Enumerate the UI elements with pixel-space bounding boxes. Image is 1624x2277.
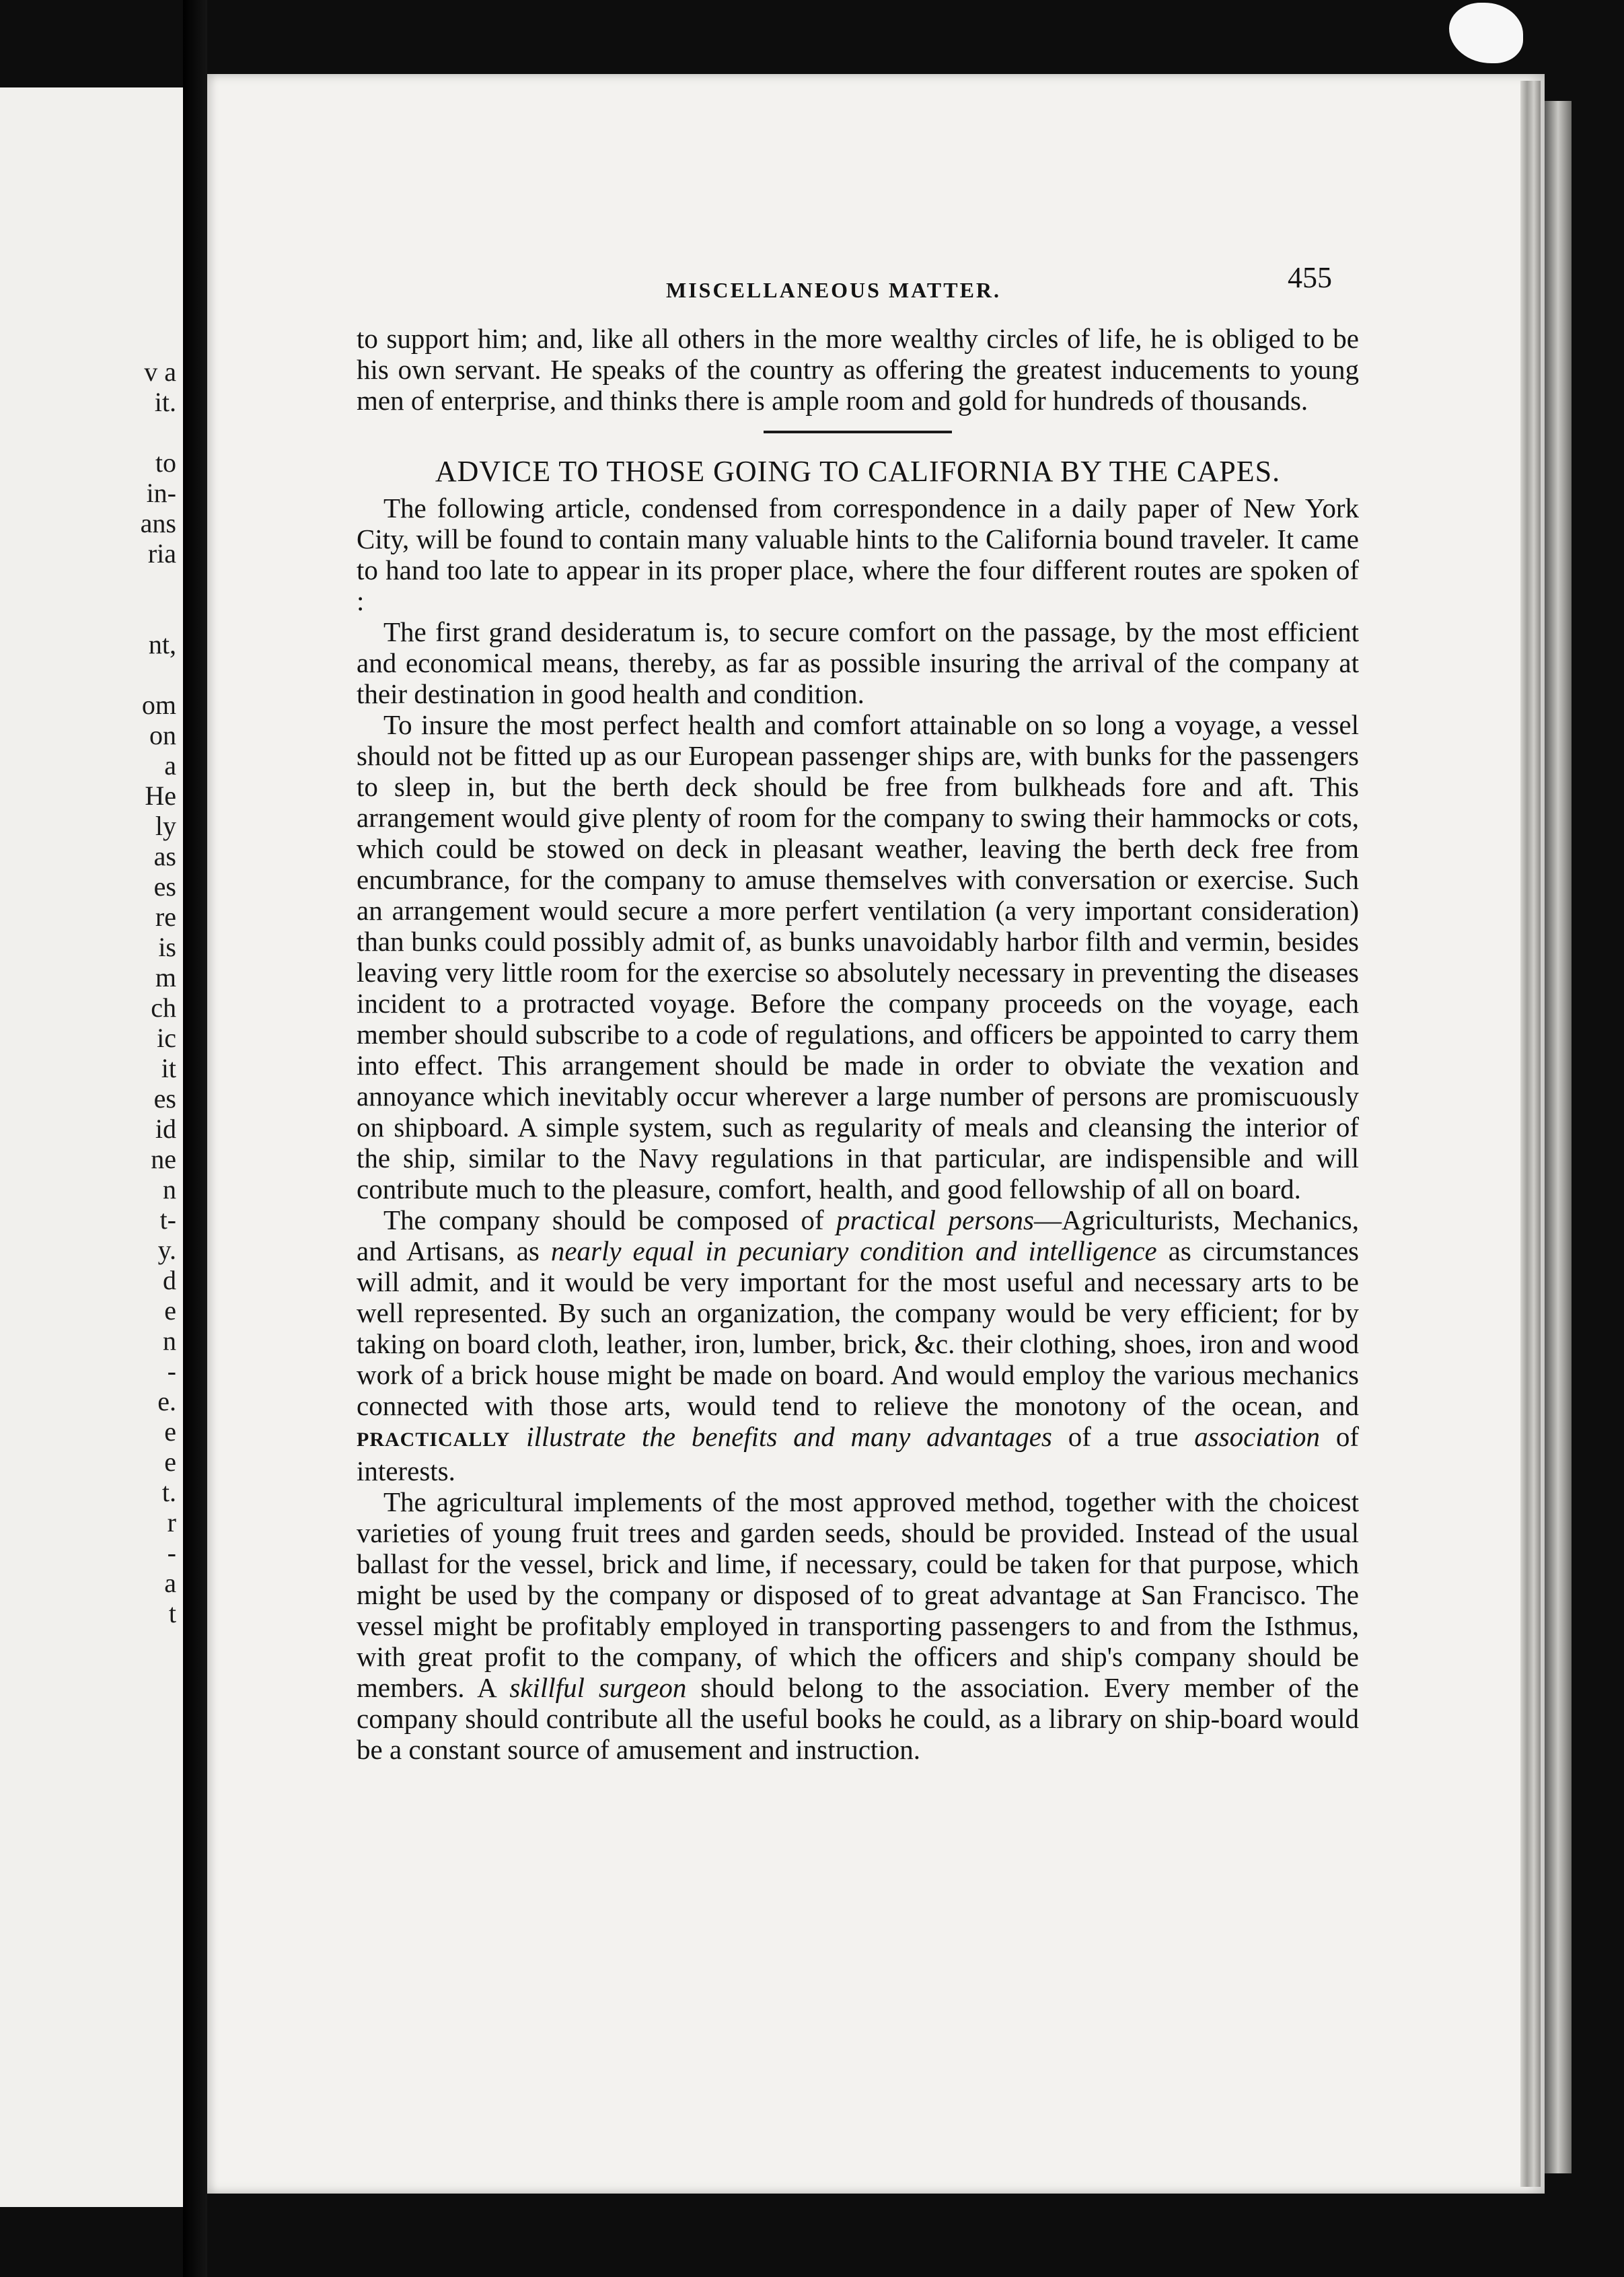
left-fragment-line: e. — [157, 1386, 176, 1416]
left-fragment-line: t. — [161, 1477, 176, 1507]
book-edge-shadow — [1545, 101, 1572, 2173]
left-fragment-line: es — [153, 871, 176, 902]
left-fragment-line: on — [149, 720, 176, 750]
left-fragment-line: e — [164, 1295, 176, 1326]
text-run: as circumstances will admit, and it would be very important for the most useful and necessary arts to be well represented. By such an organization, the company would be very efficient; for by taking on board cloth, leather, iron, lumber, brick, &c. their clothing, shoes, iron and wood work of a brick house might be made on board. And would employ the various mechanics connected with those arts, would tend to relieve the monotony of the ocean, and — [357, 1235, 1359, 1421]
article-paragraph-3: To insure the most perfect health and comfort attainable on so long a voyage, a vessel should not be fitted up as our European passenger ships are, with bunks for the passengers to sleep in, but the berth deck should be free from bulkheads fore and aft. This arrangement would give plenty of room for the company to swing their hammocks or cots, which could be stowed on deck in pleasant weather, leaving the berth deck free from encumbrance, for the company to amuse themselves with conversation or exercise. Such an arrangement would secure a more perfert ventilation (a very important consideration) than bunks could possibly admit of, as bunks unavoidably harbor filth and vermin, besides leaving very little room for the exercise so absolutely necessary in preventing the diseases incident to a protracted voyage. Before the company proceeds on the voyage, each member should subscribe to a code of regulations, and officers be appointed to carry them into effect. This arrangement should be made in order to obviate the vexation and annoyance which inevitably occur wherever a large number of persons are promiscuously on shipboard. A simple system, such as regularity of meals and cleansing the interior of the ship, similar to the Navy regulations in that particular, are indispensible and will contribute much to the pleasure, comfort, health, and good fellowship of all on board. — [357, 709, 1359, 1204]
italic-phrase: skillful surgeon — [509, 1672, 687, 1703]
left-fragment-line: ria — [147, 538, 176, 569]
left-fragment-line: He — [145, 781, 176, 811]
intro-paragraph: to support him; and, like all others in the more wealthy circles of life, he is obliged to be his own servant. He speaks of the country as offering the greatest inducements to young men of enterprise, and thinks there is ample room and gold for hundreds of thousands. — [357, 323, 1359, 416]
left-fragment-line: a — [164, 1568, 176, 1598]
text-run: of interests. — [357, 1421, 1360, 1486]
left-fragment-line: ch — [151, 992, 176, 1023]
article-paragraph-2: The first grand desideratum is, to secure comfort on the passage, by the most efficient and economical means, thereby, as far as possible insuring the arrival of the company at their destination in good health and condition. — [357, 616, 1359, 709]
text-run: of a true — [1051, 1421, 1195, 1452]
left-fragment-line: - — [167, 1538, 176, 1568]
left-page-fragment — [0, 87, 186, 2207]
page-number: 455 — [1288, 261, 1332, 294]
left-fragment-line: ly — [155, 811, 176, 841]
italic-phrase: association — [1194, 1421, 1321, 1452]
left-fragment-line: n — [163, 1326, 176, 1356]
left-fragment-line: ic — [157, 1023, 176, 1053]
text-run: should belong to the association. Every member of the company should contribute all the useful books he could, as a library on ship-board would be a constant source of amusement and instruction. — [357, 1672, 1360, 1765]
page-content — [357, 262, 1359, 1765]
left-fragment-line: in- — [146, 478, 176, 508]
left-fragment-line: n — [163, 1174, 176, 1204]
smallcaps-word: PRACTICALLY — [357, 1429, 511, 1451]
left-fragment-line — [42, 599, 176, 629]
left-fragment-line: as — [153, 841, 176, 871]
left-fragment-line: id — [155, 1114, 176, 1144]
left-fragment-line: it. — [154, 387, 176, 417]
left-fragment-line: - — [167, 1356, 176, 1386]
left-fragment-line: e — [164, 1416, 176, 1447]
italic-phrase: nearly equal in pecuniary condition and intelligence — [550, 1235, 1157, 1266]
text-run: —Agriculturists, Mechanics, and Artisans, as — [357, 1204, 1360, 1266]
left-fragment-line: ans — [140, 508, 176, 538]
scan-artifact — [1449, 3, 1523, 63]
left-fragment-line: it — [161, 1053, 176, 1083]
left-fragment-line: d — [163, 1265, 176, 1295]
left-fragment-line: is — [158, 932, 176, 962]
left-fragment-line: t- — [159, 1204, 176, 1235]
text-run: The agricultural implements of the most approved method, together with the choicest varieties of young fruit trees and garden seeds, should be provided. Instead of the usual ballast for the vessel, brick and lime, if necessary, could be taken for that purpose, which might be used by the company or disposed of to great advantage at San Francisco. The vessel might be profitably employed in transporting passengers to and from the Isthmus, with great profit to the company, of which the officers and ship's company should be members. A — [357, 1486, 1359, 1703]
left-fragment-line: r — [167, 1507, 176, 1538]
article-paragraph-1: The following article, condensed from correspondence in a daily paper of New York City, will be found to contain many valuable hints to the California bound traveler. It came to hand too late to appear in its proper place, where the four different routes are spoken of : — [357, 493, 1359, 616]
left-fragment-line: e — [164, 1447, 176, 1477]
italic-phrase: illustrate the benefits and many advantages — [526, 1421, 1052, 1452]
article-paragraph-5 — [357, 1486, 1359, 1765]
left-fragment-line: nt, — [148, 629, 176, 659]
left-fragment-line — [42, 417, 176, 447]
book-gutter — [183, 0, 207, 2277]
left-fragment-line: y. — [157, 1235, 176, 1265]
left-fragment-line: t — [168, 1598, 176, 1628]
left-fragment-line: to — [155, 447, 176, 478]
section-divider — [764, 431, 952, 433]
text-run: The company should be composed of — [383, 1204, 836, 1235]
left-fragment-line — [42, 569, 176, 599]
page-edge — [1520, 81, 1541, 2187]
left-fragment-line: a — [164, 750, 176, 781]
italic-phrase: practical persons — [836, 1204, 1035, 1235]
left-fragment-line: es — [153, 1083, 176, 1114]
left-fragment-line: v a — [144, 357, 176, 387]
left-page-text-fragments — [42, 357, 176, 1628]
left-fragment-line: m — [155, 962, 176, 992]
running-head — [357, 262, 1359, 310]
left-fragment-line: om — [141, 690, 176, 720]
running-title: MISCELLANEOUS MATTER. — [666, 278, 1002, 302]
article-heading: ADVICE TO THOSE GOING TO CALIFORNIA BY THE CAPES. — [435, 455, 1281, 488]
left-fragment-line: ne — [151, 1144, 176, 1174]
article-paragraph-4 — [357, 1204, 1359, 1486]
left-fragment-line — [42, 659, 176, 690]
left-fragment-line: re — [155, 902, 176, 932]
